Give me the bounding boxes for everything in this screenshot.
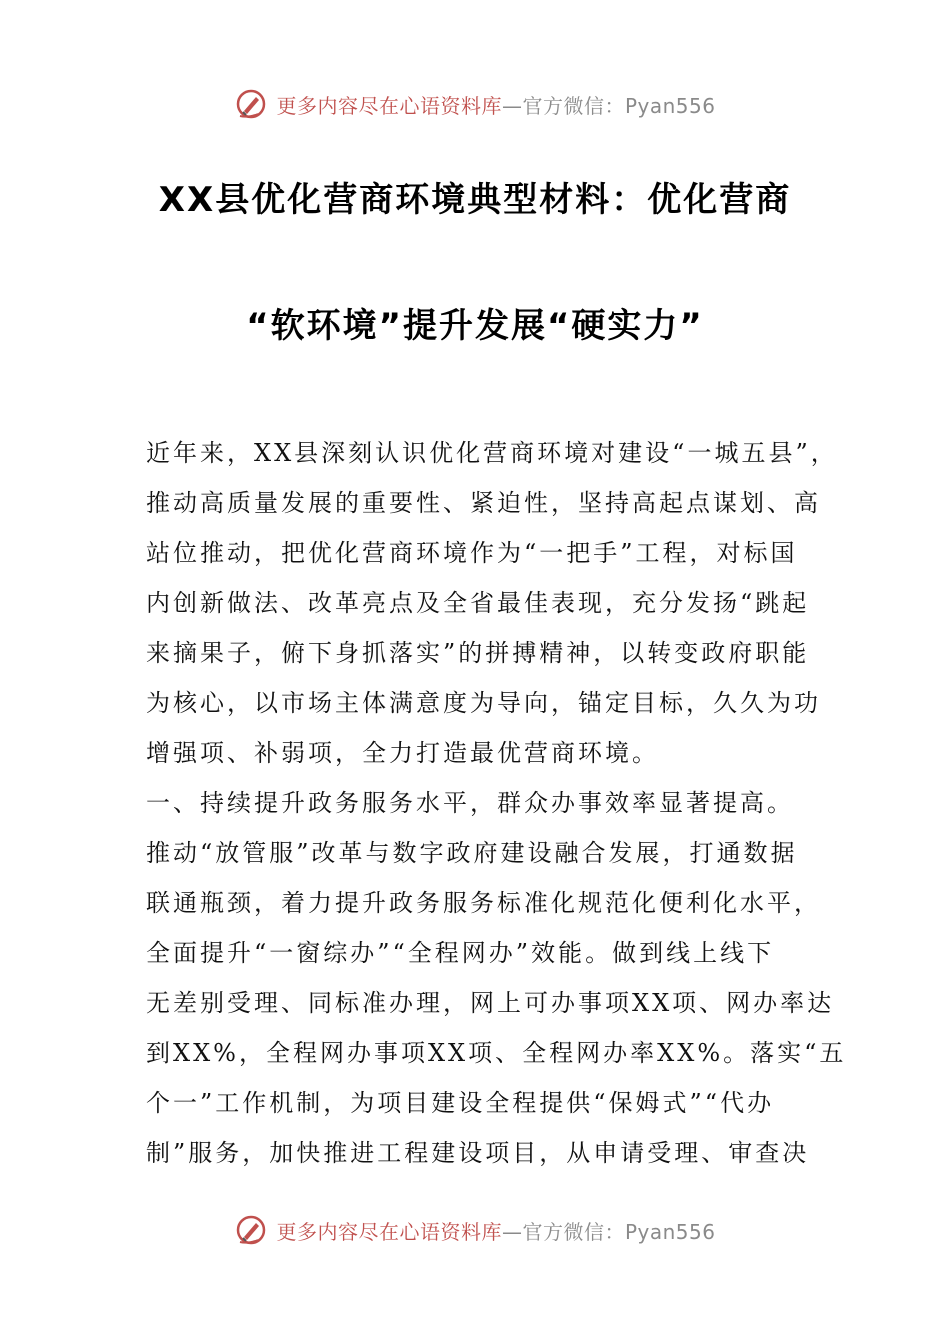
pen-logo-icon (234, 87, 268, 121)
body-line: 制”服务，加快推进工程建设项目，从申请受理、审查决 (146, 1139, 810, 1167)
body-line: 推动“放管服”改革与数字政府建设融合发展，打通数据 (146, 839, 798, 867)
document-title-line-2: “软环境”提升发展“硬实力” (246, 306, 704, 346)
watermark-main-text: 更多内容尽在心语资料库 (276, 1219, 502, 1244)
body-line: 个一”工作机制，为项目建设全程提供“保姆式”“代办 (146, 1089, 775, 1117)
watermark-text (276, 90, 715, 119)
header-watermark (0, 84, 950, 124)
body-line: 推动高质量发展的重要性、紧迫性，坚持高起点谋划、高 (146, 489, 821, 517)
document-title-line-1: XX县优化营商环境典型材料：优化营商 (158, 180, 792, 220)
watermark-main-text: 更多内容尽在心语资料库 (276, 93, 502, 118)
body-line: 增强项、补弱项，全力打造最优营商环境。 (146, 739, 659, 767)
section-heading: 一、持续提升政务服务水平，群众办事效率显著提高。 (146, 789, 794, 817)
body-line: 近年来，XX县深刻认识优化营商环境对建设“一城五县”， (146, 439, 838, 467)
body-line: 内创新做法、改革亮点及全省最佳表现，充分发扬“跳起 (146, 589, 810, 617)
body-line: 全面提升“一窗综办”“全程网办”效能。做到线上线下 (146, 939, 775, 967)
watermark-sub-text: —官方微信：Pyan556 (501, 93, 716, 118)
pen-logo-icon (234, 1213, 268, 1247)
body-line: 为核心，以市场主体满意度为导向，锚定目标，久久为功 (146, 689, 821, 717)
body-line: 联通瓶颈，着力提升政务服务标准化规范化便利化水平， (146, 889, 821, 917)
body-line: 无差别受理、同标准办理，网上可办事项XX项、网办率达 (146, 989, 835, 1017)
document-body (146, 428, 847, 1178)
body-line: 到XX%，全程网办事项XX项、全程网办率XX%。落实“五 (146, 1039, 847, 1067)
watermark-sub-text: —官方微信：Pyan556 (501, 1219, 716, 1244)
body-line: 来摘果子，俯下身抓落实”的拼搏精神，以转变政府职能 (146, 639, 810, 667)
footer-watermark (0, 1210, 950, 1250)
body-line: 站位推动，把优化营商环境作为“一把手”工程，对标国 (146, 539, 798, 567)
watermark-text (276, 1216, 715, 1245)
